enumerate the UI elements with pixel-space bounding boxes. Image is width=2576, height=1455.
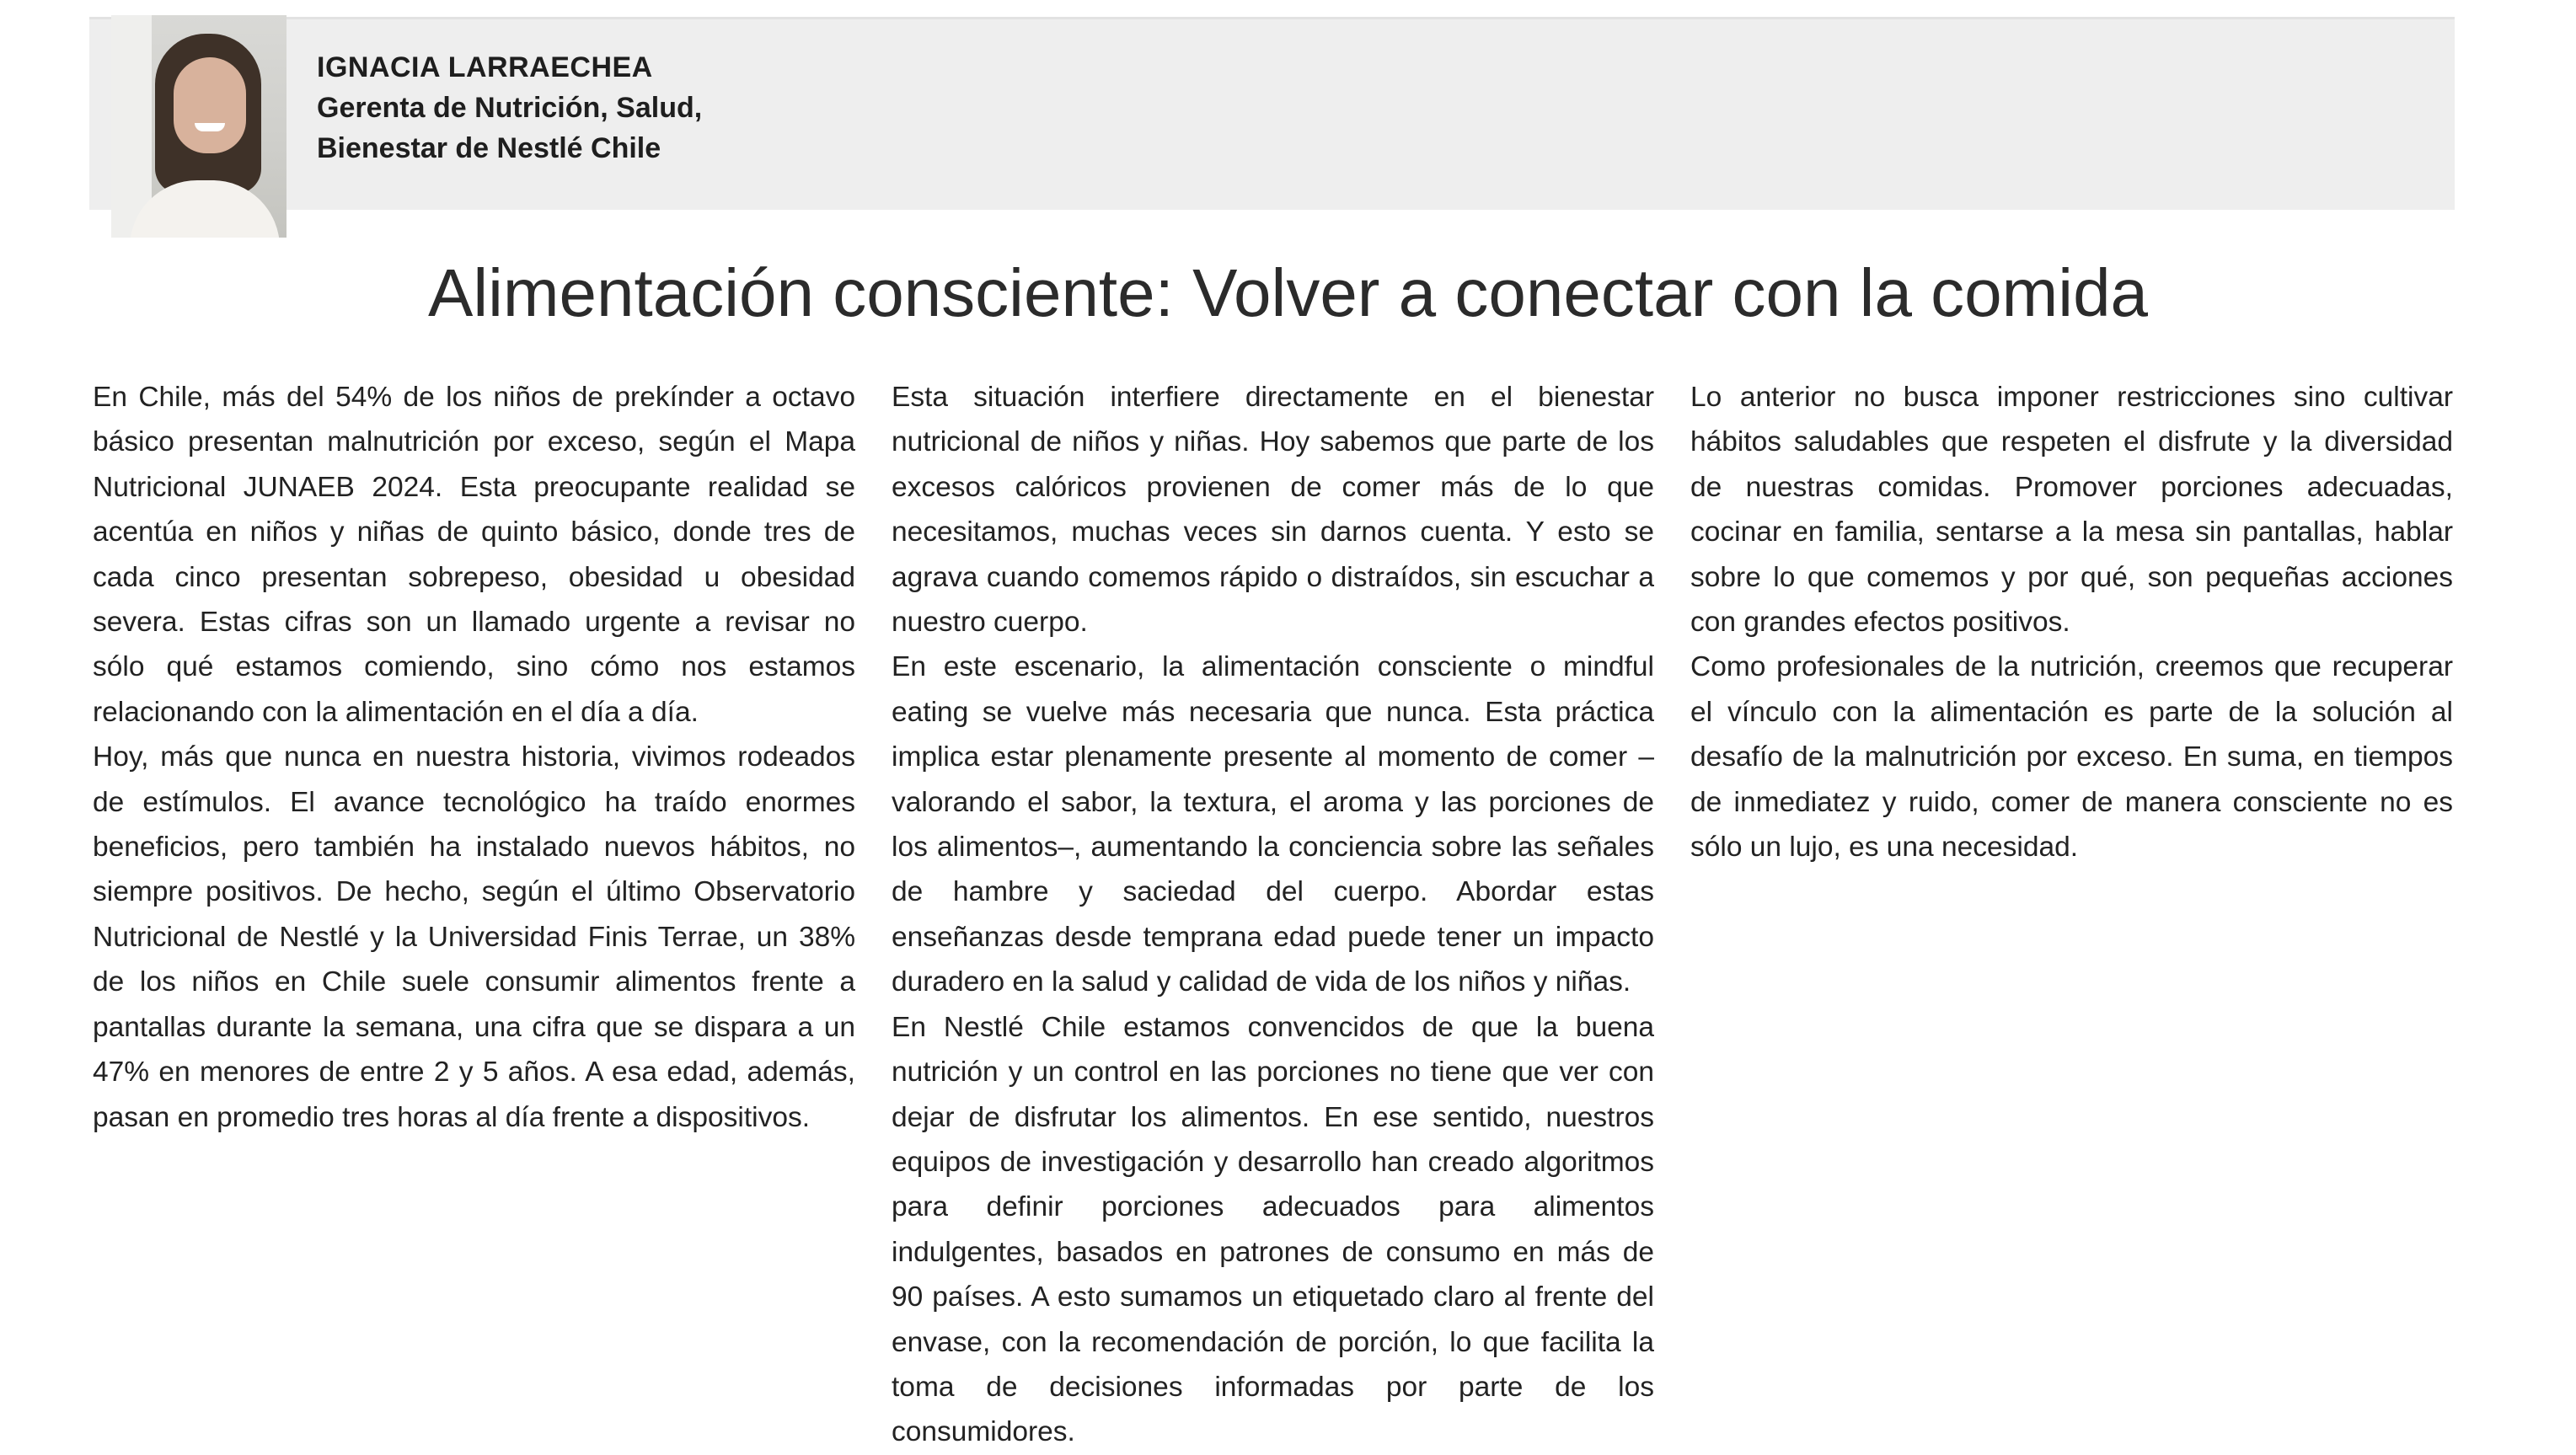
article-paragraph: Como profesionales de la nutrición, creemos que recuperar el vínculo con la alimentación es parte de la solución al desafío de la malnutrición por exceso. En suma, en tiempos de inmediatez y ruido, comer de manera consciente no es sólo un lujo, es una necesidad. xyxy=(1690,651,2453,864)
author-role-line-2: Bienestar de Nestlé Chile xyxy=(317,132,661,164)
photo-smile xyxy=(195,123,225,131)
article-paragraph: Esta situación interfiere directamente en el bienestar nutricional de niños y niñas. Hoy sabemos que parte de los excesos calóricos provienen de comer más de lo que necesitamos, muchas veces sin darnos cuenta. Y esto se agrava cuando comemos rápido o distraídos, sin escuchar a nuestro cuerpo. xyxy=(892,382,1654,639)
photo-shoulders xyxy=(130,180,280,238)
author-role-line-1: Gerenta de Nutrición, Salud, xyxy=(317,92,703,124)
article-paragraph: En este escenario, la alimentación consciente o mindful eating se vuelve más necesaria que nunca. Esta práctica implica estar plenamente presente al momento de comer –valorando el sabor, la textura, el aroma y las porciones de los alimentos–, aumentando la conciencia sobre las señales de hambre y saciedad del cuerpo. Abordar estas enseñanzas desde temprana edad puede tener un impacto duradero en la salud y calidad de vida de los niños y niñas. xyxy=(892,651,1654,998)
article-column-3 xyxy=(1690,375,2453,869)
article-column-1 xyxy=(93,375,855,1140)
photo-face xyxy=(174,57,246,153)
article-paragraph: Lo anterior no busca imponer restricciones sino cultivar hábitos saludables que respeten el disfrute y la diversidad de nuestras comidas. Promover porciones adecuadas, cocinar en familia, sentarse a la mesa sin pantallas, hablar sobre lo que comemos y por qué, son pequeñas acciones con grandes efectos positivos. xyxy=(1690,382,2453,639)
author-name: IGNACIA LARRAECHEA xyxy=(317,51,653,83)
article-headline: Alimentación consciente: Volver a conectar con la comida xyxy=(427,255,2149,330)
article-column-2 xyxy=(892,375,1654,1455)
author-photo xyxy=(111,15,287,238)
author-byline xyxy=(317,47,991,169)
article-paragraph: En Chile, más del 54% de los niños de prekínder a octavo básico presentan malnutrición por exceso, según el Mapa Nutricional JUNAEB 2024. Esta preocupante realidad se acentúa en niños y niñas de quinto básico, donde tres de cada cinco presentan sobrepeso, obesidad u obesidad severa. Estas cifras son un llamado urgente a revisar no sólo qué estamos comiendo, sino cómo nos estamos relacionando con la alimentación en el día a día. xyxy=(93,382,855,728)
article-paragraph: Hoy, más que nunca en nuestra historia, vivimos rodeados de estímulos. El avance tecnológico ha traído enormes beneficios, pero también ha instalado nuevos hábitos, no siempre positivos. De hecho, según el último Observatorio Nutricional de Nestlé y la Universidad Finis Terrae, un 38% de los niños en Chile suele consumir alimentos frente a pantallas durante la semana, una cifra que se dispara a un 47% en menores de entre 2 y 5 años. A esa edad, además, pasan en promedio tres horas al día frente a dispositivos. xyxy=(93,741,855,1133)
article-paragraph: En Nestlé Chile estamos convencidos de que la buena nutrición y un control en las porciones no tiene que ver con dejar de disfrutar los alimentos. En ese sentido, nuestros equipos de investigación y desarrollo han creado algoritmos para definir porciones adecuados para alimentos indulgentes, basados en patrones de consumo en más de 90 países. A esto sumamos un etiquetado claro al frente del envase, con la recomendación de porción, lo que facilita la toma de decisiones informadas por parte de los consumidores. xyxy=(892,1011,1654,1448)
